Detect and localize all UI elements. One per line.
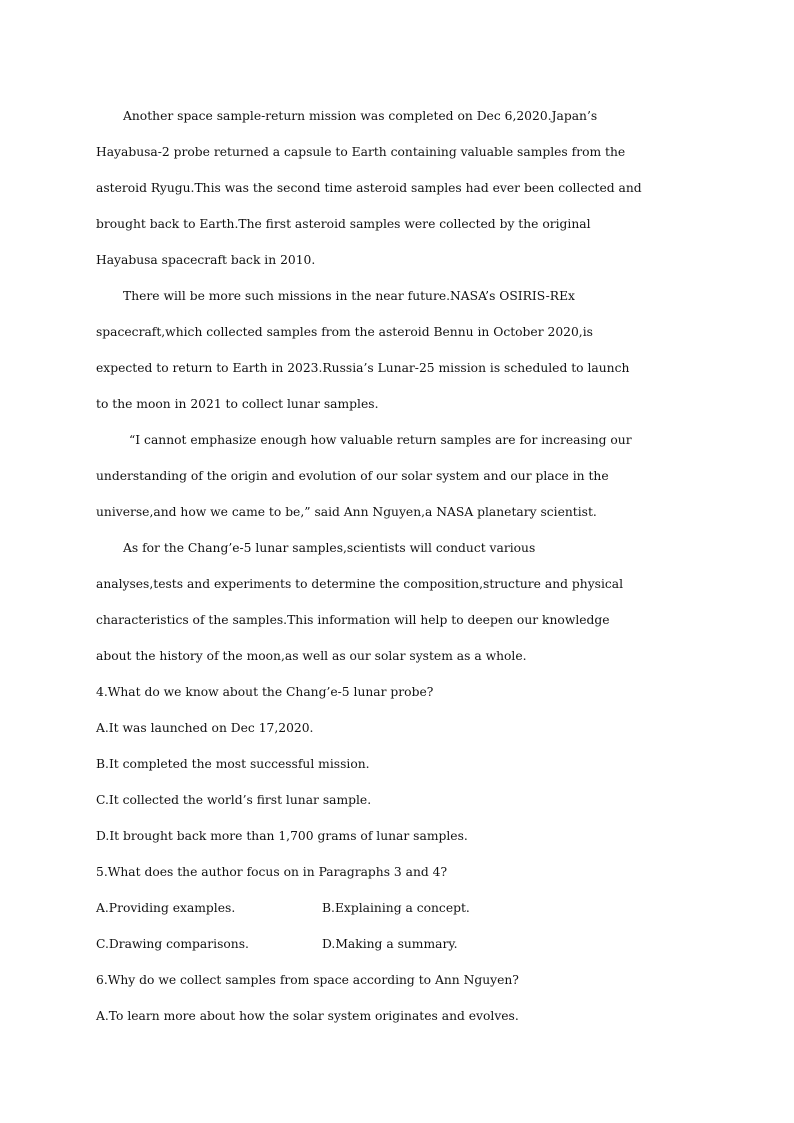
text-line: universe,and how we came to be,” said Ann Nguyen,a NASA planetary scientist.	[96, 505, 597, 519]
option-d: D.Making a summary.	[322, 937, 458, 951]
question-stem: 4.What do we know about the Chang’e-5 lunar probe?	[96, 685, 434, 699]
document-page	[96, 98, 700, 1034]
paragraph-1	[96, 98, 700, 278]
paragraph-4	[96, 530, 700, 674]
text-line: “I cannot emphasize enough how valuable return samples are for increasing our	[129, 433, 632, 447]
text-line: Hayabusa spacecraft back in 2010.	[96, 253, 316, 267]
text-line: understanding of the origin and evolution of our solar system and our place in the	[96, 469, 609, 483]
option-c: C.It collected the world’s first lunar sample.	[96, 793, 372, 807]
text-line: to the moon in 2021 to collect lunar samples.	[96, 397, 379, 411]
text-line: asteroid Ryugu.This was the second time asteroid samples had ever been collected and	[96, 181, 642, 195]
text-line: As for the Chang’e-5 lunar samples,scientists will conduct various	[123, 541, 536, 555]
option-row	[96, 890, 700, 926]
option-row	[96, 926, 700, 962]
text-line: characteristics of the samples.This information will help to deepen our knowledge	[96, 613, 610, 627]
text-line: spacecraft,which collected samples from the asteroid Bennu in October 2020,is	[96, 325, 593, 339]
option-c: C.Drawing comparisons.	[96, 937, 249, 951]
text-line: analyses,tests and experiments to determine the composition,structure and physical	[96, 577, 624, 591]
option-a: A.It was launched on Dec 17,2020.	[96, 721, 314, 735]
text-line: about the history of the moon,as well as our solar system as a whole.	[96, 649, 527, 663]
question-4	[96, 674, 700, 854]
text-line: expected to return to Earth in 2023.Russia’s Lunar-25 mission is scheduled to launch	[96, 361, 630, 375]
question-stem: 5.What does the author focus on in Paragraphs 3 and 4?	[96, 865, 448, 879]
question-stem: 6.Why do we collect samples from space according to Ann Nguyen?	[96, 973, 519, 987]
paragraph-3	[96, 422, 700, 530]
option-b: B.Explaining a concept.	[322, 901, 470, 915]
option-b: B.It completed the most successful mission.	[96, 757, 370, 771]
option-a: A.Providing examples.	[96, 901, 236, 915]
paragraph-2	[96, 278, 700, 422]
text-line: Another space sample-return mission was completed on Dec 6,2020.Japan’s	[123, 109, 598, 123]
text-line: brought back to Earth.The first asteroid samples were collected by the original	[96, 217, 591, 231]
option-d: D.It brought back more than 1,700 grams of lunar samples.	[96, 829, 468, 843]
option-a: A.To learn more about how the solar system originates and evolves.	[96, 1009, 519, 1023]
question-6	[96, 962, 700, 1034]
question-5	[96, 854, 700, 962]
text-line: There will be more such missions in the near future.NASA’s OSIRIS-REx	[123, 289, 575, 303]
text-line: Hayabusa-2 probe returned a capsule to Earth containing valuable samples from the	[96, 145, 626, 159]
